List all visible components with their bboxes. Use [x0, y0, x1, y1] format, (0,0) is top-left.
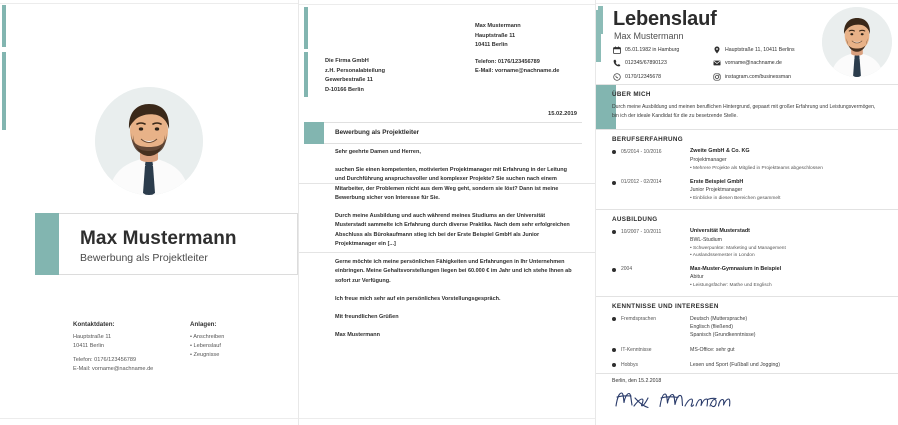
- cv-contact-row: [612, 45, 822, 54]
- cover-contact-phone: Telefon: 0176/123456789: [73, 357, 137, 364]
- letter-sender-block: [475, 22, 559, 77]
- subject-rule-top: [324, 122, 582, 123]
- cv-divider: [596, 296, 898, 297]
- letter-paragraph-2: Durch meine Ausbildung und auch während meines Studiums an der Universität Musterstadt sammelte ich Erfahrung durch diverse Praktika. Nach dem sehr erfolgreichen Abschluss als Bürokaufmann stieg ich bei der Erste Beispiel GmbH als Junior Projektmanager ein [...]: [335, 213, 570, 247]
- entry-detail-col: [690, 179, 884, 203]
- recipient-company: Die Firma GmbH: [325, 58, 369, 64]
- cv-divider: [596, 129, 898, 130]
- cv-contact-instagram-text: instagram.com/businessman: [725, 73, 792, 80]
- envelope-icon: [712, 59, 721, 68]
- sender-city: 10411 Berlin: [475, 42, 508, 49]
- cover-contact-email: E-Mail: vorname@nachname.de: [73, 365, 154, 372]
- skills-value: Deutsch (Muttersprache): [690, 316, 748, 322]
- list-item: • Lebenslauf: [190, 342, 221, 349]
- entry-role: Projektmanager: [690, 156, 727, 163]
- entry-date: 05/2014 - 10/2016: [621, 148, 662, 155]
- cv-contact-instagram: [712, 72, 822, 81]
- cover-attachments-block: [190, 321, 285, 360]
- cv-contact-whatsapp: [612, 72, 712, 81]
- bullet-dot-icon: [612, 268, 616, 272]
- entry-date-col: [612, 228, 690, 259]
- entry-label-col: [612, 361, 690, 369]
- subject-rule-bottom: [324, 143, 582, 144]
- phone-icon: [612, 59, 621, 68]
- cover-contact-street: Hauptstraße 11: [73, 334, 112, 340]
- cv-contact-address-text: Hauptstraße 11, 10411 Berlins: [725, 46, 795, 53]
- page-bottom-rule: [0, 418, 298, 419]
- cv-contact-address: [712, 45, 822, 54]
- entry-date: 01/2012 - 02/2014: [621, 179, 662, 186]
- accent-bar-bottom: [304, 52, 308, 97]
- skills-heading: KENNTNISSE UND INTERESSEN: [612, 303, 719, 310]
- cv-portrait-photo: [822, 7, 892, 77]
- cv-section-about: [612, 91, 884, 120]
- entry-role: Abitur: [690, 274, 704, 281]
- cv-contact-email: [712, 59, 822, 68]
- bullet-dot-icon: [612, 317, 616, 321]
- entry-title: Zweite GmbH & Co. KG: [690, 148, 750, 154]
- experience-heading: BERUFSERFAHRUNG: [612, 136, 684, 143]
- entry-title: Erste Beispiel GmbH: [690, 178, 744, 185]
- letter-subject: Bewerbung als Projektleiter: [335, 129, 420, 136]
- entry-bullet: • Schwerpunkte: Marketing und Management: [690, 245, 786, 251]
- entry-date-col: [612, 266, 690, 290]
- cv-contact-grid: [612, 45, 822, 86]
- experience-entry: [612, 179, 884, 203]
- letter-page[interactable]: [299, 0, 596, 425]
- bullet-dot-icon: [612, 150, 616, 154]
- cover-name: Max Mustermann: [80, 228, 237, 249]
- bullet-dot-icon: [612, 230, 616, 234]
- list-item: • Anschreiben: [190, 334, 225, 340]
- cv-signature-place-date: Berlin, den 15.2.2018: [612, 378, 662, 384]
- cv-contact-phone-text: 012345/67890123: [625, 60, 667, 66]
- letter-recipient-block: [325, 57, 385, 95]
- education-entry: [612, 266, 884, 290]
- entry-detail-col: [690, 266, 884, 290]
- sender-email: E-Mail: vorname@nachname.de: [475, 68, 560, 75]
- cover-subtitle: Bewerbung als Projektleiter: [80, 252, 208, 264]
- skills-label: IT-Kenntnisse: [621, 346, 652, 353]
- page-fold-rule-1: [299, 183, 595, 184]
- skills-entry: [612, 346, 884, 354]
- letter-paragraph-1: suchen Sie einen kompetenten, motivierten Projektmanager mit Erfahrung in der Leitung und Durchführung anspruchsvoller und komplexer Projekte? Sie suchen nach einem Mitarbeiter, der Problemen nicht aus dem Weg geht, sondern sie löst? Dann ist meine Bewerbung sicher von Interesse für Sie.: [335, 167, 567, 201]
- skills-label: Fremdsprachen: [621, 315, 657, 322]
- entry-role: Junior Projektmanager: [690, 187, 743, 194]
- cv-contact-row: [612, 72, 822, 81]
- recipient-street: Gewerbestraße 11: [325, 77, 373, 84]
- skills-value: Spanisch (Grundkenntnisse): [690, 332, 756, 339]
- accent-bar-bottom: [2, 52, 6, 130]
- cover-name-card: [35, 213, 298, 275]
- experience-entry: [612, 148, 884, 172]
- about-text: Durch meine Ausbildung und meinen beruflichen Hintergrund, gepaart mit großer Erfahrung und Leistungsvermögen, bin ich der ideale Kandidat für die zu besetzende Stelle.: [612, 104, 876, 119]
- entry-date: 10/2007 - 10/2011: [621, 228, 662, 235]
- skills-value: MS-Office: sehr gut: [690, 347, 735, 354]
- entry-value-col: [690, 346, 884, 354]
- letter-salutation: Sehr geehrte Damen und Herren,: [335, 149, 421, 155]
- letter-paragraph-3: Gerne möchte ich meine persönlichen Fähigkeiten und Erfahrungen in Ihr Unternehmen einbringen. Meine Gehaltsvorstellungen liegen bei 60.000 € im Jahr und ich stehe Ihnen ab sofort zur Verfügung.: [335, 259, 572, 284]
- skills-value: Englisch (fließend): [690, 324, 733, 331]
- location-pin-icon: [712, 45, 721, 54]
- cv-signature-block: [612, 378, 737, 412]
- sender-street: Hauptstraße 11: [475, 32, 516, 39]
- whatsapp-icon: [612, 72, 621, 81]
- calendar-icon: [612, 45, 621, 54]
- cv-contact-email-text: vorname@nachname.de: [725, 60, 782, 66]
- entry-label-col: [612, 346, 690, 354]
- cv-subtitle: Max Mustermann: [614, 31, 684, 41]
- entry-date-col: [612, 179, 690, 203]
- entry-detail-col: [690, 148, 884, 172]
- entry-role: BWL-Studium: [690, 236, 722, 243]
- cv-contact-birth-text: 05.01.1982 in Hamburg: [625, 46, 680, 53]
- skills-value: Lesen und Sport (Fußball und Jogging): [690, 362, 780, 369]
- entry-title: Max-Muster-Gymnasium in Beispiel: [690, 265, 782, 272]
- cv-divider: [596, 209, 898, 210]
- bullet-dot-icon: [612, 363, 616, 367]
- recipient-attn: z.H. Personalabteilung: [325, 67, 385, 74]
- about-heading: ÜBER MICH: [612, 91, 651, 98]
- entry-bullet: • Leistungsfächer: Mathe und Englisch: [690, 283, 772, 289]
- entry-date: 2004: [621, 266, 633, 273]
- recipient-city: D-10166 Berlin: [325, 86, 364, 93]
- skills-entry: [612, 315, 884, 339]
- letter-subject-band: [299, 122, 595, 144]
- cv-divider: [596, 373, 898, 374]
- sender-name: Max Mustermann: [475, 23, 521, 29]
- name-card-accent: [35, 213, 59, 275]
- page-top-rule: [0, 3, 298, 4]
- cv-divider: [596, 84, 898, 85]
- cover-portrait-photo: [95, 87, 203, 195]
- accent-bar-top: [304, 7, 308, 49]
- cv-contact-birth: [612, 45, 712, 54]
- education-heading: AUSBILDUNG: [612, 216, 658, 223]
- cv-contact-whatsapp-text: 0170/12345678: [625, 73, 662, 80]
- cv-section-skills: [612, 303, 884, 376]
- cv-title: Lebenslauf: [613, 8, 717, 30]
- cv-contact-phone: [612, 59, 712, 68]
- education-entry: [612, 228, 884, 259]
- cv-contact-row: [612, 59, 822, 68]
- letter-closing: Mit freundlichen Grüßen: [335, 314, 399, 321]
- entry-title: Universität Musterstadt: [690, 228, 750, 234]
- letter-date: 15.02.2019: [547, 111, 577, 117]
- entry-date-col: [612, 148, 690, 172]
- instagram-icon: [712, 72, 721, 81]
- handwritten-signature-icon: [612, 386, 737, 412]
- list-item: • Zeugnisse: [190, 351, 220, 358]
- page-top-rule: [596, 3, 898, 4]
- cover-attachments-heading: Anlagen:: [190, 321, 217, 328]
- cover-page[interactable]: [0, 0, 299, 425]
- cv-section-education: [612, 216, 884, 297]
- cover-contact-city: 10411 Berlin: [73, 342, 104, 349]
- sender-phone: Telefon: 0176/123456789: [475, 58, 540, 65]
- entry-detail-col: [690, 228, 884, 259]
- letter-signature-name: Max Mustermann: [335, 332, 380, 339]
- bullet-dot-icon: [612, 181, 616, 185]
- accent-bar-top: [2, 5, 6, 47]
- cv-section-experience: [612, 136, 884, 209]
- bullet-dot-icon: [612, 348, 616, 352]
- entry-value-col: [690, 361, 884, 369]
- skills-label: Hobbys: [621, 361, 638, 368]
- letter-body: [335, 148, 575, 350]
- cover-contact-block: [73, 321, 178, 374]
- accent-bar-inner: [596, 10, 601, 62]
- letter-paragraph-4: Ich freue mich sehr auf ein persönliches Vorstellungsgespräch.: [335, 295, 501, 302]
- entry-value-col: [690, 315, 884, 339]
- cv-page[interactable]: [596, 0, 898, 425]
- subject-accent: [304, 122, 324, 144]
- entry-bullet: • Einblicke in diesen Bereichen gesammelt: [690, 196, 781, 202]
- cover-contact-heading: Kontaktdaten:: [73, 321, 115, 328]
- entry-bullet: • Mehrere Projekte als Mitglied in Projektteams abgeschlossen: [690, 165, 823, 171]
- skills-entry: [612, 361, 884, 369]
- entry-label-col: [612, 315, 690, 339]
- page-fold-rule-2: [299, 252, 595, 253]
- page-bottom-rule: [299, 418, 595, 419]
- entry-bullet: • Auslandssemester in London: [690, 252, 755, 258]
- page-top-rule: [299, 4, 595, 5]
